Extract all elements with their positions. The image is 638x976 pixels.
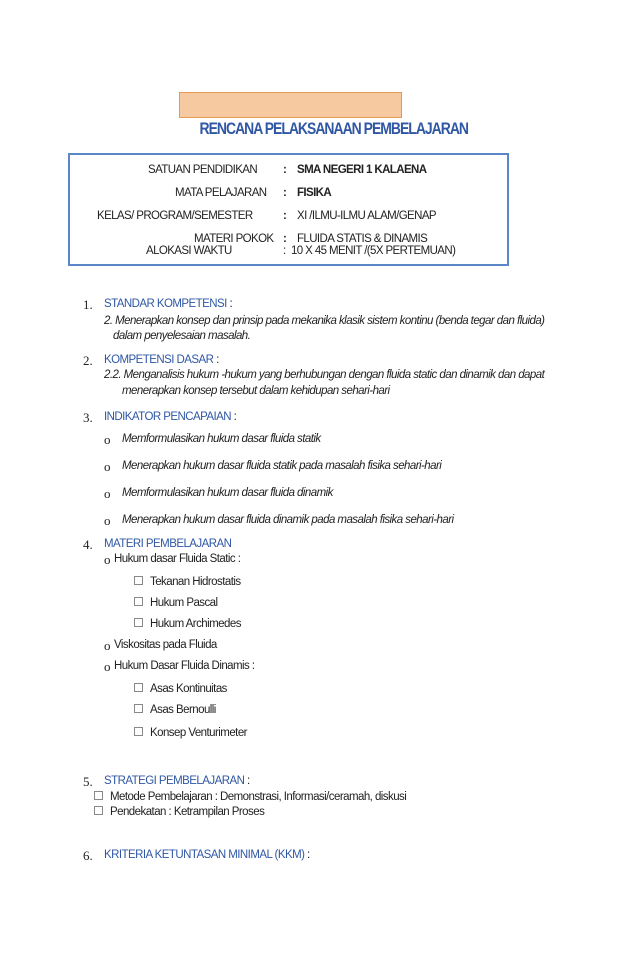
- section-title: MATERI PEMBELAJARAN: [104, 538, 232, 550]
- checkbox-square-icon: [134, 704, 143, 713]
- info-value: FLUIDA STATIS & DINAMIS: [297, 233, 428, 245]
- materi-subitem: [134, 618, 241, 630]
- indikator-item: Memformulasikan hukum dasar fluida dinamik: [122, 487, 333, 499]
- section-number: 3.: [83, 410, 93, 425]
- section-title: KOMPETENSI DASAR: [104, 354, 214, 366]
- section-colon: :: [304, 849, 310, 861]
- section-number: 4.: [83, 537, 93, 552]
- materi-subitem: [134, 704, 216, 716]
- info-label: MATA PELAJARAN: [175, 187, 267, 199]
- materi-subitem-label: Konsep Venturimeter: [150, 727, 247, 739]
- materi-subitem: [134, 683, 227, 695]
- title-banner-box: [179, 92, 402, 118]
- section-colon: :: [244, 775, 250, 787]
- section-title: STANDAR KOMPETENSI: [104, 298, 227, 310]
- strategi-item-label: Pendekatan : Ketrampilan Proses: [110, 806, 265, 818]
- section-number: 2.: [83, 353, 93, 368]
- strategi-item: [94, 806, 264, 818]
- materi-subitem-label: Hukum Archimedes: [150, 618, 241, 630]
- section-number: 5.: [83, 774, 93, 789]
- kompetensi-dasar-text-2: menerapkan konsep tersebut dalam kehidupan sehari-hari: [122, 385, 390, 397]
- bullet-o-icon: o: [104, 459, 111, 474]
- materi-subitem-label: Hukum Pascal: [150, 597, 218, 609]
- section-heading-kompetensi-dasar: [104, 354, 219, 366]
- section-title: KRITERIA KETUNTASAN MINIMAL (KKM): [104, 849, 305, 861]
- info-label: MATERI POKOK: [194, 233, 274, 245]
- checkbox-square-icon: [94, 806, 103, 815]
- strategi-item-label: Metode Pembelajaran : Demonstrasi, Informasi/ceramah, diskusi: [110, 791, 407, 803]
- section-colon: :: [226, 298, 233, 310]
- materi-subitem: [134, 576, 241, 588]
- section-number: 1.: [83, 297, 93, 312]
- page-title: RENCANA PELAKSANAAN PEMBELAJARAN: [199, 119, 469, 138]
- materi-subitem-label: Asas Bernoulli: [150, 704, 216, 716]
- info-colon: :: [283, 245, 286, 257]
- checkbox-square-icon: [94, 791, 103, 800]
- section-title: STRATEGI PEMBELAJARAN: [104, 775, 245, 787]
- checkbox-square-icon: [134, 727, 143, 736]
- section-heading-materi: [104, 538, 231, 550]
- bullet-o-icon: o: [104, 432, 111, 447]
- checkbox-square-icon: [134, 683, 143, 692]
- section-heading-kkm: [104, 849, 310, 861]
- info-value: SMA NEGERI 1 KALAENA: [297, 164, 427, 176]
- kompetensi-dasar-text-1: 2.2. Menganalisis hukum -hukum yang berhubungan dengan fluida static dan dinamik dan dapat: [104, 369, 545, 381]
- standar-kompetensi-text-2: dalam penyelesaian masalah.: [113, 330, 251, 342]
- materi-subitem: [134, 597, 218, 609]
- section-heading-standar-kompetensi: [104, 298, 232, 310]
- section-number: 6.: [83, 848, 93, 863]
- materi-subitem: [134, 727, 247, 739]
- bullet-o-icon: o: [104, 552, 111, 567]
- info-value: 10 X 45 MENIT /(5X PERTEMUAN): [291, 245, 456, 257]
- section-colon: :: [213, 354, 219, 366]
- bullet-o-icon: o: [104, 513, 111, 528]
- indikator-item: Menerapkan hukum dasar fluida dinamik pada masalah fisika sehari-hari: [122, 514, 454, 526]
- indikator-item: Menerapkan hukum dasar fluida statik pada masalah fisika sehari-hari: [122, 460, 442, 472]
- info-label: SATUAN PENDIDIKAN: [148, 164, 258, 176]
- section-colon: :: [231, 411, 237, 423]
- materi-subheading: Hukum Dasar Fluida Dinamis :: [114, 660, 255, 672]
- section-heading-indikator: [104, 411, 236, 423]
- info-colon: :: [283, 233, 287, 245]
- checkbox-square-icon: [134, 597, 143, 606]
- standar-kompetensi-text-1: 2. Menerapkan konsep dan prinsip pada mekanika klasik sistem kontinu (benda tegar dan fluida): [104, 315, 545, 327]
- materi-subitem-label: Asas Kontinuitas: [150, 683, 227, 695]
- strategi-item: [94, 791, 406, 803]
- materi-subheading: Hukum dasar Fluida Static :: [114, 553, 241, 565]
- checkbox-square-icon: [134, 618, 143, 627]
- indikator-item: Memformulasikan hukum dasar fluida statik: [122, 433, 321, 445]
- info-label: KELAS/ PROGRAM/SEMESTER: [97, 210, 253, 222]
- bullet-o-icon: o: [104, 486, 111, 501]
- bullet-o-icon: o: [104, 659, 111, 674]
- info-value: FISIKA: [297, 187, 332, 199]
- info-colon: :: [283, 164, 287, 176]
- section-heading-strategi: [104, 775, 250, 787]
- section-title: INDIKATOR PENCAPAIAN: [104, 411, 232, 423]
- info-colon: :: [283, 210, 287, 222]
- materi-subitem-label: Tekanan Hidrostatis: [150, 576, 241, 588]
- info-label: ALOKASI WAKTU: [146, 245, 232, 257]
- materi-subheading: Viskositas pada Fluida: [114, 639, 217, 651]
- checkbox-square-icon: [134, 576, 143, 585]
- bullet-o-icon: o: [104, 638, 111, 653]
- info-value: XI /ILMU-ILMU ALAM/GENAP: [297, 210, 436, 222]
- info-colon: :: [283, 187, 287, 199]
